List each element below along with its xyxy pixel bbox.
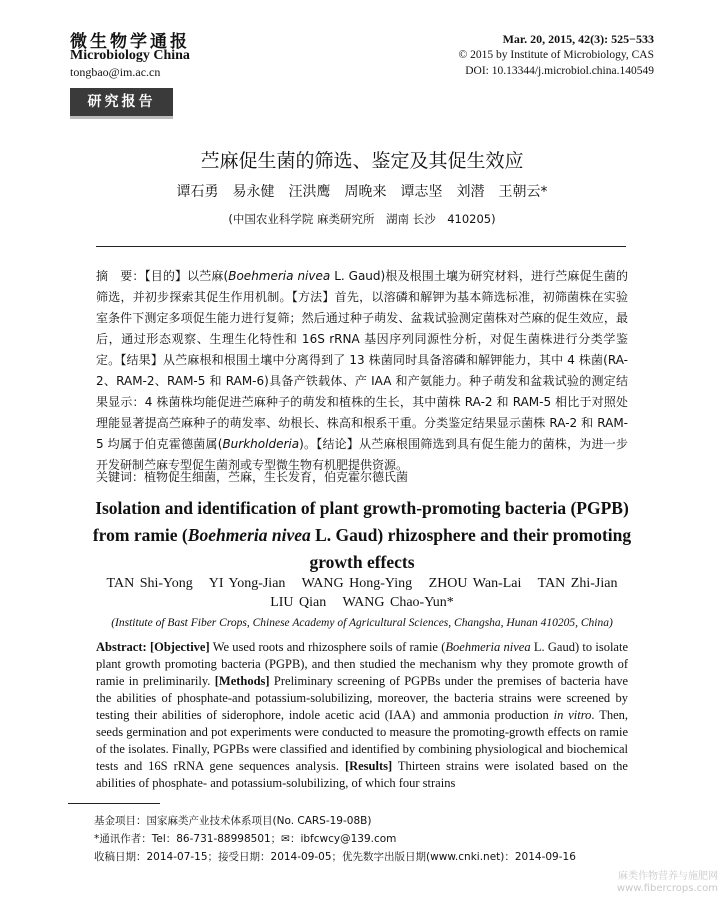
abstract-en-segment: [Methods]: [214, 674, 270, 688]
authors-en-line1: TAN Shi-Yong YI Yong-Jian WANG Hong-Ying ZHOU Wan-Lai TAN Zhi-Jian: [106, 576, 618, 591]
abstract-en-segment: in vitro: [553, 708, 592, 722]
keywords-cn-text: 植物促生细菌，苎麻，生长发育，伯克霍尔德氏菌: [144, 470, 409, 484]
abstract-en-segment: Thirteen strains were isolated based on the abilities of phosphate- and potassium-solubilizing, of which four strains: [96, 759, 628, 790]
footnote-contact: *通讯作者：Tel：86-731-88998501；✉：ibfcwcy@139.com: [94, 833, 397, 845]
copyright: © 2015 by Institute of Microbiology, CAS: [458, 49, 654, 61]
title-cn: 苎麻促生菌的筛选、鉴定及其促生效应: [200, 150, 524, 172]
authors-cn: 谭石勇 易永健 汪洪鹰 周晚来 谭志坚 刘潜 王朝云*: [176, 184, 548, 200]
date-volume: Mar. 20, 2015, 42(3): 525−533: [502, 32, 654, 46]
abstract-cn-label: 摘 要：: [96, 269, 145, 283]
watermark: [617, 871, 718, 895]
footnotes: [94, 812, 654, 866]
publication-info: [459, 31, 655, 79]
abstract-en-segment: . Then, seeds germination and pot experiments were conducted to measure the promoting-growth effects on ramie of the isolates. Finally, PGPBs were classified and identified by combining physiological and biochemical tests and 16S rRNA gene sequences analysis.: [96, 708, 628, 773]
abstract-en-segment: L. Gaud) to isolate plant growth promoting bacteria (PGPB), and then studied the mechanism why they promote growth of ramie in preliminarily.: [96, 640, 628, 688]
abstract-en-segment: Preliminary screening of PGPBs under the premises of bacteria have the abilities of phosphate-and potassium-solubilizing, moreover, the bacteria strains were screened by testing their abilities of siderophore, indole acetic acid (IAA) and ammonia production: [96, 674, 629, 722]
title-en-species: Boehmeria nivea: [187, 525, 311, 545]
abstract-en-segment: Boehmeria nivea: [445, 640, 531, 654]
journal-email: tongbao@im.ac.cn: [70, 65, 161, 79]
title-en-part1: Isolation and identification of plant growth-promoting bacteria (PGPB) from ramie (: [92, 498, 629, 545]
abstract-en: [96, 639, 628, 792]
abstract-en-segment: Abstract:: [96, 640, 147, 654]
abstract-cn-segment: )。【结论】从苎麻根围筛选到具有促生能力的菌株，为进一步开发研制苎麻专型促生菌剂或专型微生物有机肥提供资源。: [96, 437, 628, 472]
authors-en: [82, 574, 642, 612]
title-en-part2: L. Gaud) rhizosphere and their promoting growth effects: [309, 525, 632, 572]
divider: [96, 246, 626, 247]
abstract-en-segment: [Results]: [344, 759, 393, 773]
watermark-line1: 麻类作物营养与施肥网: [618, 871, 718, 882]
abstract-cn-segment: L. Gaud)根及根围土壤为研究材料，进行苎麻促生菌的筛选，并初步探索其促生作用机制。【方法】首先，以溶磷和解钾为基本筛选标准，初筛菌株在实验室条件下测定多项促生能力进行复筛；然后通过种子萌发、盆栽试验测定菌株对苎麻的促生效应，最后，通过形态观察、生理生化特性和 16S rRNA 基因序列同源性分析，对促生菌株进行分类学鉴定。【结果】从苎麻根和根围土壤中分离得到了 13 株菌同时具备溶磷和解钾能力，其中 4 株菌(RA-2、RAM-2、RAM-5 和 RAM-6)具备产铁载体、产 IAA 和产氨能力。种子萌发和盆栽试验的测定结果显示：4 株菌株均能促进苎麻种子的萌发和植株的生长，其中菌株 RA-2 和 RAM-5 相比于对照处理能显著提高苎麻种子的萌发率、幼根长、株高和根系干重。分类鉴定结果显示菌株 RA-2 和 RAM-5 均属于伯克霍德菌属(: [96, 269, 628, 451]
article-type-badge: 研究报告: [70, 88, 173, 119]
journal-name-en: Microbiology China: [70, 48, 190, 63]
keywords-cn-label: 关键词：: [96, 470, 145, 484]
title-en: [82, 495, 642, 576]
affiliation-cn: (中国农业科学院 麻类研究所 湖南 长沙 410205): [228, 212, 496, 226]
authors-en-line2: LIU Qian WANG Chao-Yun*: [270, 595, 454, 610]
abstract-cn: [96, 266, 628, 476]
footnote-dates: 收稿日期：2014-07-15；接受日期：2014-09-05；优先数字出版日期(www.cnki.net)：2014-09-16: [94, 851, 576, 863]
keywords-cn: [96, 468, 628, 485]
footnote-divider: [68, 803, 160, 804]
journal-name-cn: 微生物学通报: [70, 32, 190, 52]
abstract-cn-segment: 【目的】以苎麻(: [144, 269, 229, 283]
doi: DOI: 10.13344/j.microbiol.china.140549: [465, 65, 654, 77]
abstract-en-segment: We used roots and rhizosphere soils of ramie (: [209, 640, 446, 654]
abstract-cn-segment: Boehmeria nivea: [228, 269, 331, 283]
footnote-fund: 基金项目：国家麻类产业技术体系项目(No. CARS-19-08B): [94, 815, 372, 827]
abstract-cn-body: [96, 269, 628, 472]
affiliation-en: (Institute of Bast Fiber Crops, Chinese Academy of Agricultural Sciences, Changsha, Hunan 410205, China): [111, 617, 613, 629]
abstract-cn-segment: Burkholderia: [222, 437, 300, 451]
watermark-line2: www.fibercrops.com: [616, 883, 718, 894]
abstract-en-segment: [Objective]: [149, 640, 210, 654]
